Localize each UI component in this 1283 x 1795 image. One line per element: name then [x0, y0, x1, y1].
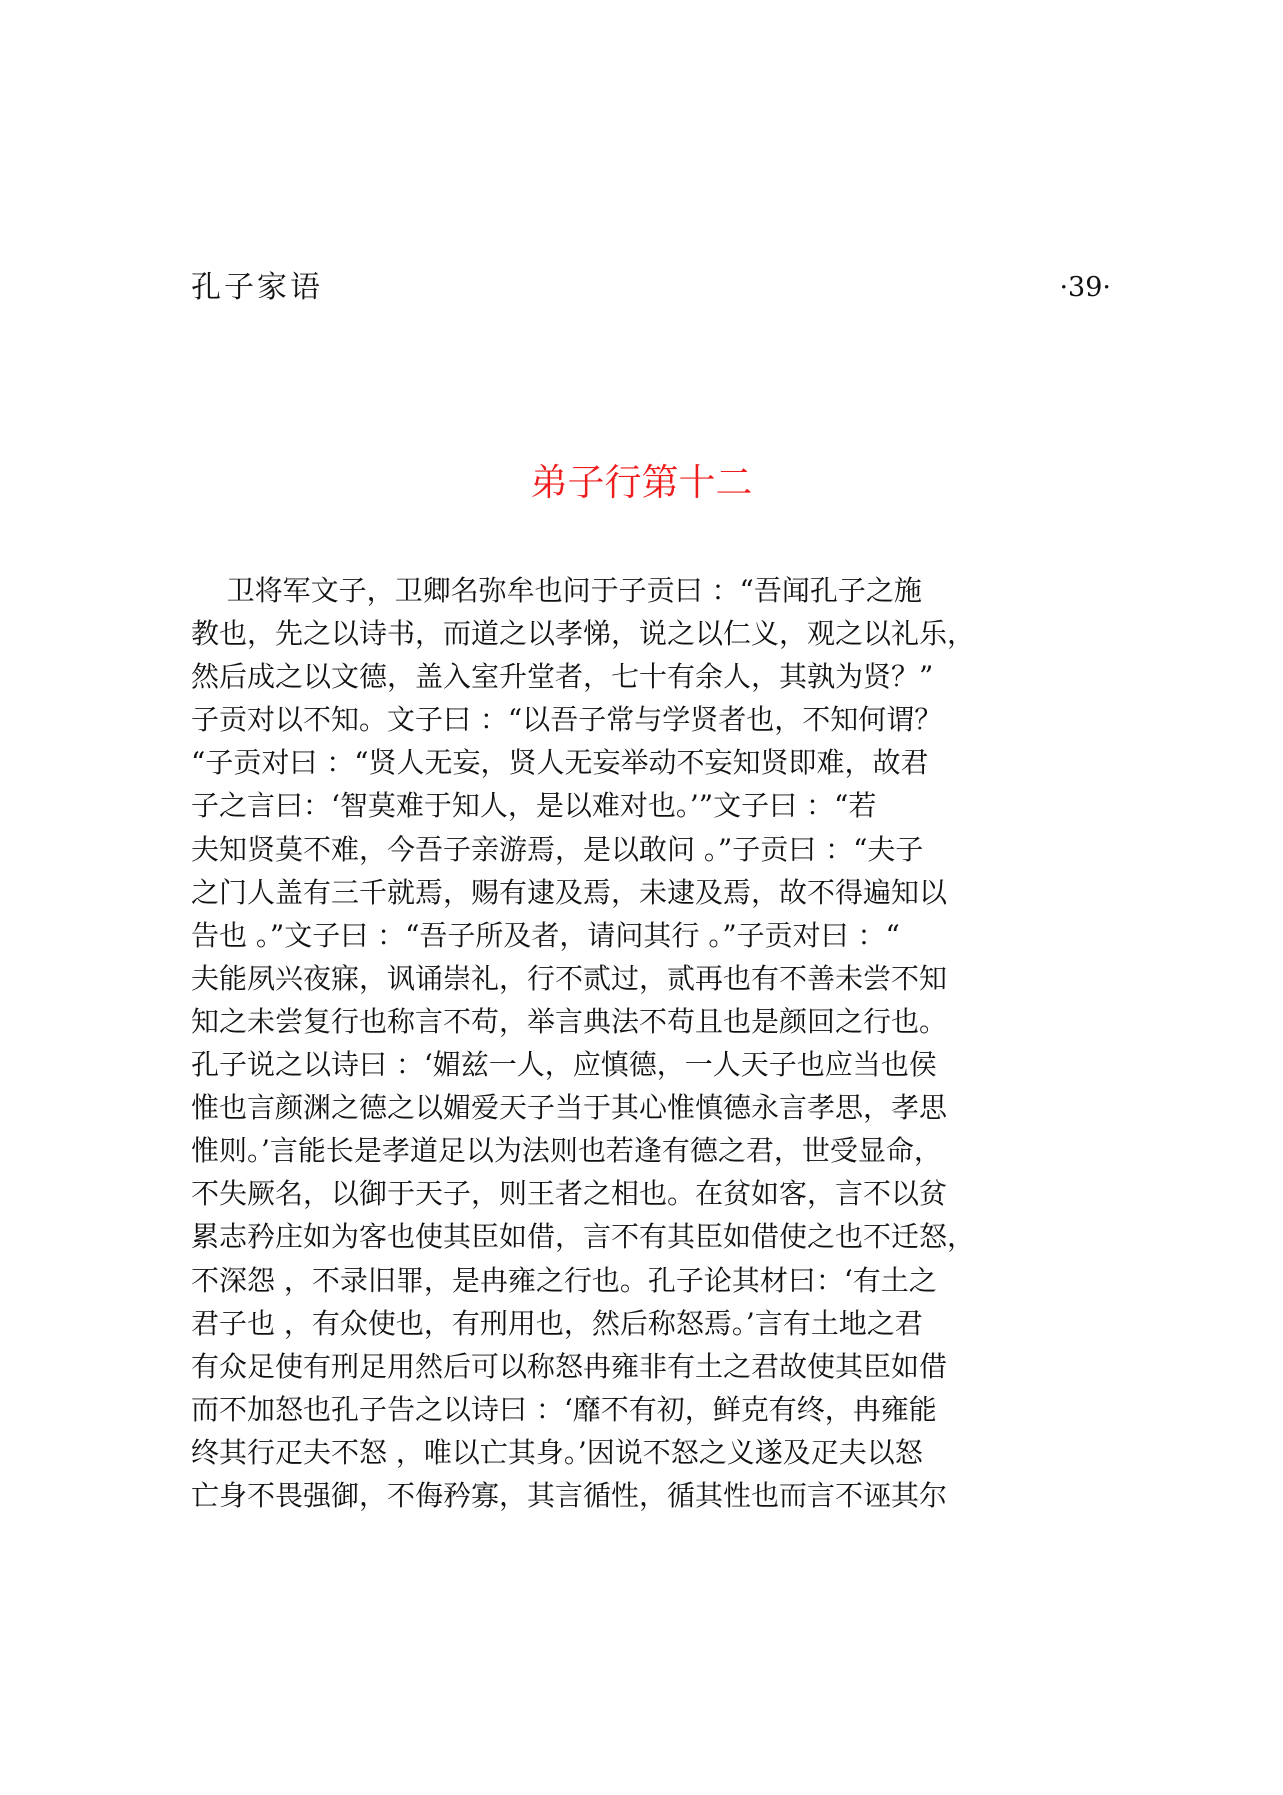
- text-line: 而不加怒也孔子告之以诗曰 ：‘靡不有初，鲜克有终，冉雍能: [191, 1392, 937, 1426]
- running-head-book-title: 孔子家语: [191, 270, 323, 305]
- text-line: 累志矜庄如为客也使其臣如借，言不有其臣如借使之也不迁怒，: [191, 1220, 976, 1254]
- text-line: 惟也言颜渊之德之以媚爱天子当于其心惟慎德永言孝思，孝思: [191, 1091, 948, 1125]
- text-line: 知之未尝复行也称言不苟，举言典法不苟且也是颜回之行也。: [191, 1004, 948, 1038]
- text-line: “子贡对曰 ：“贤人无妄，贤人无妄举动不妄知贤即难，故君: [191, 746, 929, 780]
- text-line: 有众足使有刑足用然后可以称怒冉雍非有土之君故使其臣如借: [191, 1349, 948, 1383]
- text-line: 孔子说之以诗曰 ：‘媚兹一人，应慎德，一人天子也应当也侯: [191, 1048, 937, 1082]
- chapter-title: 弟子行第十二: [530, 461, 753, 504]
- text-line: 然后成之以文德，盖入室升堂者，七十有余人，其孰为贤？”: [191, 660, 934, 694]
- text-line: 子贡对以不知。文子曰 ：“以吾子常与学贤者也，不知何谓？: [191, 703, 943, 737]
- page-number: ·39·: [1059, 272, 1111, 303]
- body-text: [191, 569, 1111, 1517]
- text-line: 夫知贤莫不难，今吾子亲游焉，是以敢问 。”子贡曰 ：“夫子: [191, 832, 924, 866]
- text-line: 子之言曰：‘智莫难于知人，是以难对也。’”文子曰 ：“若: [191, 789, 877, 823]
- text-line: 不深怨 ，不录旧罪，是冉雍之行也。孔子论其材曰：‘有土之: [191, 1263, 937, 1297]
- text-line: 教也，先之以诗书，而道之以孝悌，说之以仁义，观之以礼乐，: [191, 617, 976, 651]
- text-line: 夫能夙兴夜寐，讽诵崇礼，行不贰过，贰再也有不善未尝不知: [191, 961, 948, 995]
- text-line: 亡身不畏强御，不侮矜寡，其言循性，循其性也而言不诬其尔: [191, 1478, 948, 1512]
- text-line: 君子也 ，有众使也，有刑用也，然后称怒焉。’言有土地之君: [191, 1306, 923, 1340]
- text-line: 不失厥名，以御于天子，则王者之相也。在贫如客，言不以贫: [191, 1177, 948, 1211]
- text-line: 终其行疋夫不怒 ，唯以亡其身。’因说不怒之义遂及疋夫以怒: [191, 1435, 923, 1469]
- text-line: 卫将军文子，卫卿名弥牟也问于子贡曰 ：“吾闻孔子之施: [191, 574, 922, 607]
- text-line: 惟则。’言能长是孝道足以为法则也若逢有德之君，世受显命，: [191, 1134, 942, 1168]
- text-line: 告也 。”文子曰 ：“吾子所及者，请问其行 。”子贡对曰 ：“: [191, 918, 900, 952]
- text-line: 之门人盖有三千就焉，赐有逮及焉，未逮及焉，故不得遍知以: [191, 875, 948, 909]
